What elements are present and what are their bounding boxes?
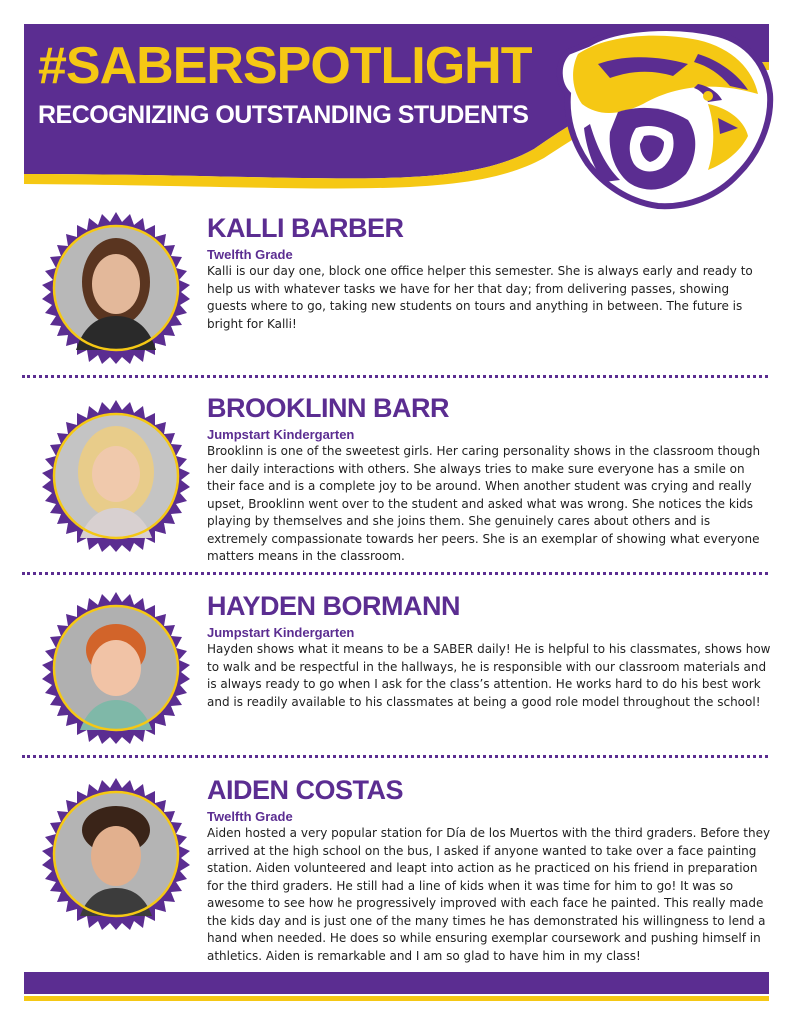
student-description: Kalli is our day one, block one office helper this semester. She is always early and ready to help us with whatever tasks we have for her that day; from delivering passes, showing guests where to go, taking new students on tours and anything in between. The future is bright for Kalli! <box>207 264 753 331</box>
student-name: AIDEN COSTAS <box>207 775 404 805</box>
student-grade: Twelfth Grade <box>207 247 293 262</box>
section-divider <box>22 572 768 575</box>
page-subtitle: RECOGNIZING OUTSTANDING STUDENTS <box>38 101 529 129</box>
student-description: Hayden shows what it means to be a SABER daily! He is helpful to his classmates, shows how to walk and be respectful in the hallways, he is responsible with our classroom materials and is always ready to go when I ask for the class’s attention. He works hard to do his best work and is readily available to his classmates at being a good role model throughout the school! <box>207 642 771 709</box>
page-title: #SABERSPOTLIGHT <box>38 37 532 95</box>
student-photo <box>40 400 192 552</box>
student-grade: Jumpstart Kindergarten <box>207 427 355 442</box>
student-grade: Jumpstart Kindergarten <box>207 625 355 640</box>
student-name: HAYDEN BORMANN <box>207 591 461 621</box>
footer-accent-line <box>24 996 769 1001</box>
student-photo <box>40 592 192 744</box>
footer-bar <box>24 972 769 994</box>
student-photo <box>40 212 192 364</box>
section-divider <box>22 755 768 758</box>
student-name: KALLI BARBER <box>207 213 404 243</box>
tiger-head-icon <box>548 24 774 210</box>
student-grade: Twelfth Grade <box>207 809 293 824</box>
section-divider <box>22 375 768 378</box>
student-name: BROOKLINN BARR <box>207 393 449 423</box>
student-description: Aiden hosted a very popular station for Día de los Muertos with the third graders. Before they arrived at the high school on the bus, I asked if anyone wanted to take over a face painting station. Aiden volunteered and leapt into action as he practiced on his friend in preparation for the third graders. He still had a line of kids when it was time for him to go! It was so awesome to see how he progressively improved with each face he painted. This really made the kids day and is just one of the many times he has demonstrated his willingness to lend a hand when needed. He does so while ensuring exemplar coursework and pushing himself in athletics. Aiden is remarkable and I am so glad to have him in my class! <box>207 826 771 963</box>
student-description: Brooklinn is one of the sweetest girls. Her caring personality shows in the classroom though her daily interactions with others. She always tries to make sure everyone has a smile on their face and is a complete joy to be around. When another student was crying and really upset, Brooklinn went over to the student and asked what was wrong. She notices the kids playing by themselves and she joins them. She genuinely cares about others and is extremely compassionate towards her peers. She is an exemplar of showing what everyone matters means in the classroom. <box>207 444 761 563</box>
student-photo <box>40 778 192 930</box>
